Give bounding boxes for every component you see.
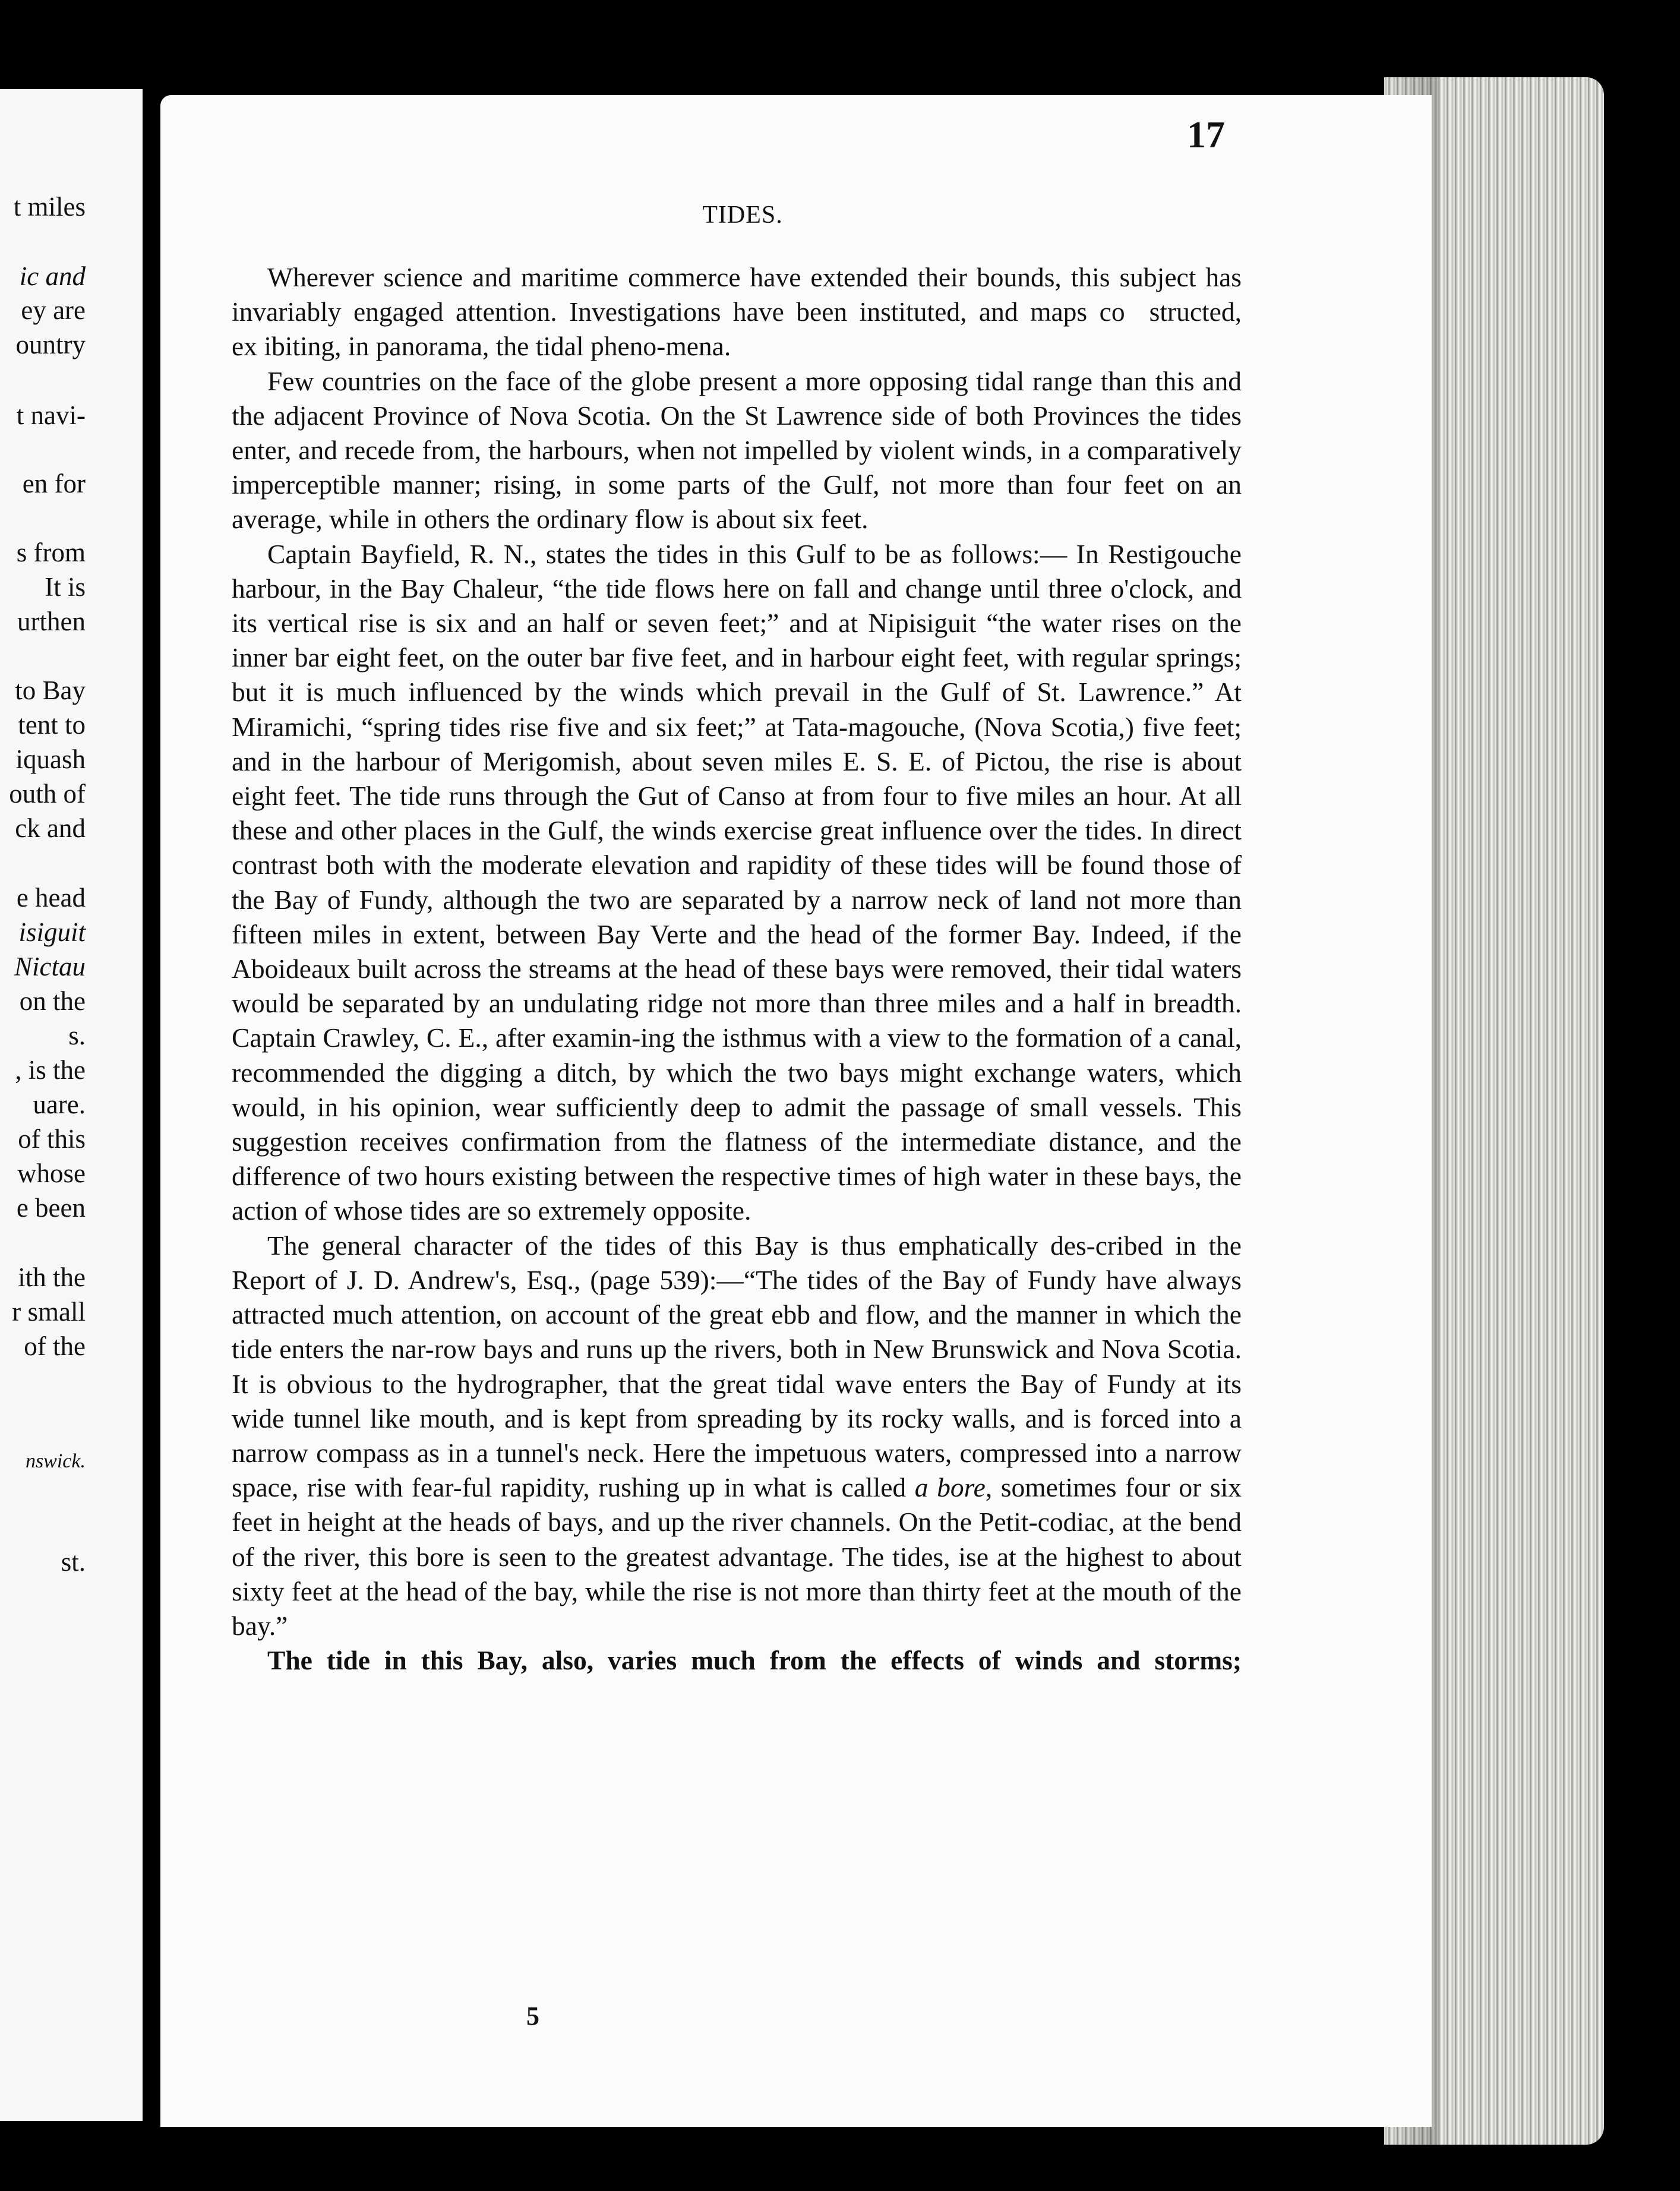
left-page-fragment: uare. <box>33 1090 86 1119</box>
body-text <box>232 260 1242 1678</box>
left-page-fragment: , is the <box>15 1055 86 1085</box>
left-page-fragment: tent to <box>18 710 86 740</box>
left-page-fragment: ck and <box>15 813 86 843</box>
book-gutter <box>143 83 160 2127</box>
left-page-fragment: of the <box>24 1331 86 1361</box>
paragraph-5: The tide in this Bay, also, varies much from the effects of winds and storms; <box>267 1645 1242 1676</box>
left-page-fragment: r small <box>12 1297 86 1327</box>
left-page-fragment: t miles <box>13 192 86 222</box>
paragraph-1: Wherever science and maritime commerce have extended their bounds, this subject has invariably engaged attention. Investigations have been instituted, and maps co structed, ex ibiting, in panorama, the tidal pheno-mena. <box>232 262 1242 362</box>
left-page-fragment: of this <box>18 1124 86 1154</box>
left-page-fragment: st. <box>61 1547 86 1577</box>
paragraph-2: Few countries on the face of the globe present a more opposing tidal range than this and the adjacent Province of Nova Scotia. On the St Lawrence side of both Provinces the tides enter, and recede from, the harbours, when not impelled by violent winds, in a comparatively imperceptible manner; rising, in some parts of the Gulf, not more than four feet on an average, while in others the ordinary flow is about six feet. <box>232 365 1242 535</box>
left-page-fragment: whose <box>17 1158 86 1188</box>
left-page-fragment: outh of <box>9 779 86 809</box>
left-page-fragment: It is <box>45 572 86 602</box>
left-page-fragment: Nictau <box>14 952 86 981</box>
left-page-fragment: ic and <box>19 261 86 291</box>
paragraph-3: Captain Bayfield, R. N., states the tides in this Gulf to be as follows:— In Restigouche harbour, in the Bay Chaleur, “the tide flows here on fall and change until three o'clock, and its vertical rise is six and an half or seven feet;” and at Nipisiguit “the water rises on the inner bar eight feet, on the outer bar five feet, and in harbour eight feet, with regular springs; but it is much influenced by the winds which prevail in the Gulf of St. Lawrence.” At Miramichi, “spring tides rise five and six feet;” at Tata-magouche, (Nova Scotia,) five feet; and in the harbour of Merigomish, about seven miles E. S. E. of Pictou, the rise is about eight feet. The tide runs through the Gut of Canso at from four to five miles an hour. At all these and other places in the Gulf, the winds exercise great influence over the tides. In direct contrast both with the moderate elevation and rapidity of these tides will be found those of the Bay of Fundy, although the two are separated by a narrow neck of land not more than fifteen miles in extent, between Bay Verte and the head of the former Bay. Indeed, if the Aboideaux built across the streams at the head of these bays were removed, their tidal waters would be separated by an undulating ridge not more than three miles and a half in breadth. Captain Crawley, C. E., after examin-ing the isthmus with a view to the formation of a canal, recommended the digging a ditch, by which the two bays might exchange waters, which would, in his opinion, wear sufficiently deep to admit the passage of small vessels. This suggestion receives confirmation from the flatness of the intermediate distance, and the difference of two hours existing between the respective times of high water in these bays, the action of whose tides are so extremely opposite. <box>232 538 1242 1226</box>
running-head: TIDES. <box>702 201 783 229</box>
paragraph-4 <box>232 1229 1242 1643</box>
left-page-fragment: s from <box>16 538 86 567</box>
left-page-fragment: nswick. <box>25 1450 86 1472</box>
left-page-fragment: s. <box>68 1021 86 1050</box>
left-page-fragment: ith the <box>18 1262 86 1292</box>
left-page-fragment: ountry <box>15 330 86 359</box>
paragraph-4-part-2: , sometimes four or six feet in height at the heads of bays, and up the river channels. On the Petit-codiac, at the bend of the river, this bore is seen to the greatest advantage. The tides, ise at the highest to about sixty feet at the head of the bay, while the rise is not more than thirty feet at the mouth of the bay.” <box>232 1472 1242 1641</box>
signature-mark: 5 <box>526 2001 539 2031</box>
left-page-fragment: e been <box>16 1193 86 1223</box>
left-page-fragment: en for <box>22 469 86 498</box>
left-page-fragment: ey are <box>21 295 86 325</box>
left-page-fragment: e head <box>16 883 86 913</box>
paragraph-4-italic: a bore <box>914 1472 986 1503</box>
left-page-fragment: on the <box>19 986 86 1016</box>
left-facing-page <box>0 89 143 2121</box>
page-number: 17 <box>1187 113 1225 156</box>
left-page-fragment: t navi- <box>16 400 86 430</box>
paragraph-4-part-1: The general character of the tides of this Bay is thus emphatically des-cribed in the Report of J. D. Andrew's, Esq., (page 539):—“The tides of the Bay of Fundy have always attracted much attention, on account of the great ebb and flow, and the manner in which the tide enters the nar-row bays and runs up the rivers, both in New Brunswick and Nova Scotia. It is obvious to the hydrographer, that the great tidal wave enters the Bay of Fundy at its wide tunnel like mouth, and is kept from spreading by its rocky walls, and is forced into a narrow compass as in a tunnel's neck. Here the impetuous waters, compressed into a narrow space, rise with fear-ful rapidity, rushing up in what is called <box>232 1230 1242 1503</box>
left-page-fragment: iquash <box>15 744 86 774</box>
left-page-fragment: isiguit <box>18 917 86 947</box>
left-page-fragment: urthen <box>17 607 86 636</box>
left-page-fragment: to Bay <box>15 675 86 705</box>
